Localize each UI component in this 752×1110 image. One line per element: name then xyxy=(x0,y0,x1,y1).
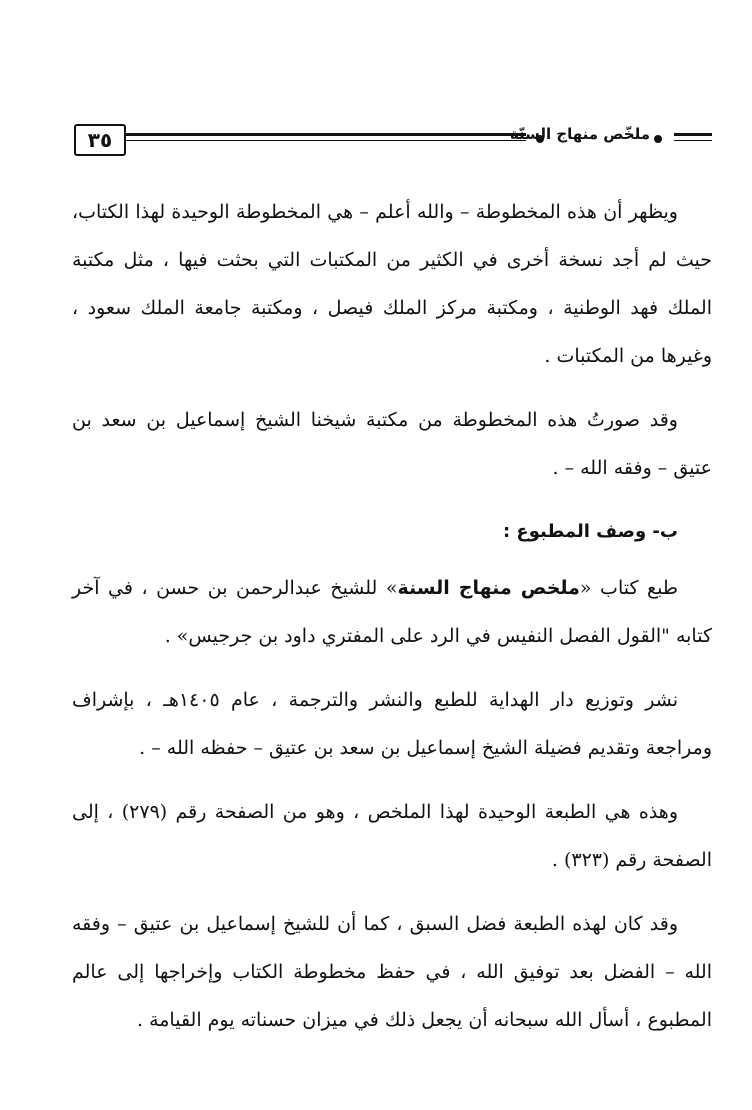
page-number-box: ٣٥ xyxy=(74,124,126,156)
book-title-bold: ملخص منهاج السنة xyxy=(397,577,580,599)
page-body xyxy=(72,188,712,1060)
header-double-rule-left xyxy=(126,133,526,141)
print-description-end: » للشيخ عبدالرحمن بن حسن ، في آخر كتابه "القول الفصل النفيس في الرد على المفتري داود بن جرجيس» . xyxy=(72,577,712,647)
paragraph-edition-pages: وهذه هي الطبعة الوحيدة لهذا الملخص ، وهو من الصفحة رقم (٢٧٩) ، إلى الصفحة رقم (٣٢٣) . xyxy=(72,801,712,871)
paragraph-publisher: نشر وتوزيع دار الهداية للطبع والنشر والترجمة ، عام ١٤٠٥هـ ، بإشراف ومراجعة وتقديم فضيلة الشيخ إسماعيل بن سعد بن عتيق – حفظه الله – . xyxy=(72,689,712,759)
paragraph-acknowledgement: وقد كان لهذه الطبعة فضل السبق ، كما أن للشيخ إسماعيل بن عتيق – وفقه الله – الفضل بعد توفيق الله ، في حفظ مخطوطة الكتاب وإخراجها إلى عالم المطبوع ، أسأل الله سبحانه أن يجعل ذلك في ميزان حسناته يوم القيامة . xyxy=(72,913,712,1031)
print-description-start: طبع كتاب « xyxy=(579,577,678,599)
running-title: ملخّص منهاج السنّة xyxy=(509,125,650,143)
header-bullet-right xyxy=(654,135,662,143)
paragraph-manuscript-source: وقد صورتُ هذه المخطوطة من مكتبة شيخنا الشيخ إسماعيل بن سعد بن عتيق – وفقه الله – . xyxy=(72,409,712,479)
section-subheading: ب- وصف المطبوع : xyxy=(502,521,678,542)
page-header xyxy=(74,122,712,158)
header-double-rule-right xyxy=(674,133,712,141)
paragraph-manuscript-uniqueness: ويظهر أن هذه المخطوطة – والله أعلم – هي المخطوطة الوحيدة لهذا الكتاب، حيث لم أجد نسخة أخرى في الكثير من المكتبات التي بحثت فيها ، مثل مكتبة الملك فهد الوطنية ، ومكتبة مركز الملك فيصل ، ومكتبة جامعة الملك سعود ، وغيرها من المكتبات . xyxy=(72,201,712,367)
paragraph-print-description xyxy=(72,564,712,660)
